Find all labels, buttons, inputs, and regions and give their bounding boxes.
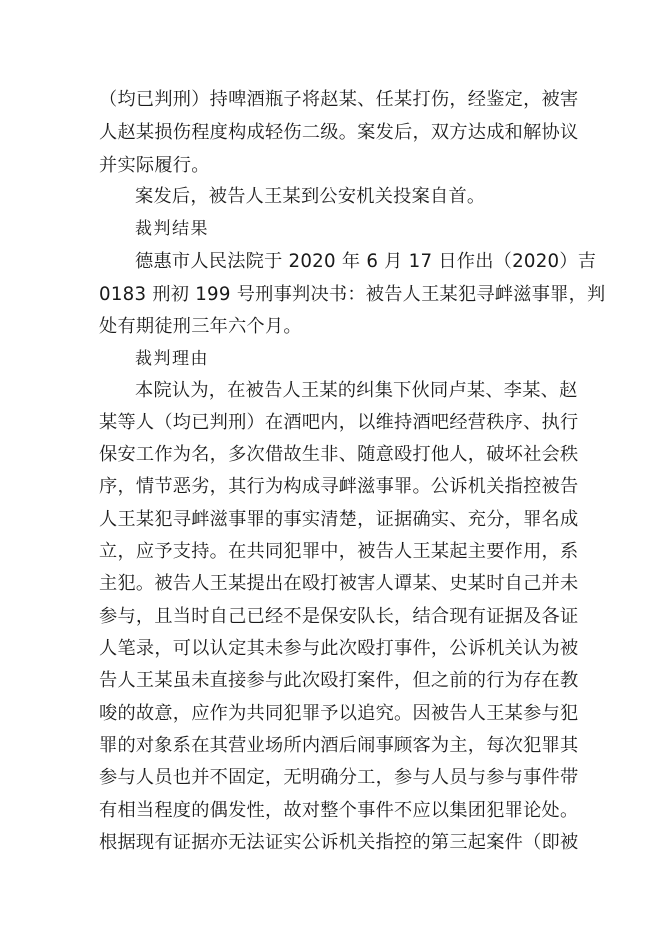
paragraph-line: 某等人（均已判刑）在酒吧内，以维持酒吧经营秩序、执行: [99, 412, 579, 433]
paragraph-line: 德惠市人民法院于 2020 年 6 月 17 日作出（2020）吉: [135, 251, 597, 272]
paragraph-line: 处有期徒刑三年六个月。: [99, 316, 302, 337]
paragraph-line: 序，情节恶劣，其行为构成寻衅滋事罪。公诉机关指控被告: [99, 476, 579, 497]
paragraph-line: 主犯。被告人王某提出在殴打被害人谭某、史某时自己并未: [99, 573, 579, 594]
paragraph-line: 有相当程度的偶发性，故对整个事件不应以集团犯罪论处。: [99, 800, 579, 821]
paragraph-line: 人赵某损伤程度构成轻伤二级。案发后，双方达成和解协议: [99, 122, 579, 143]
paragraph-line: 参与人员也并不固定，无明确分工，参与人员与参与事件带: [99, 767, 579, 788]
section-heading-reasoning: 裁判理由: [135, 349, 209, 369]
paragraph-line: 并实际履行。: [99, 155, 210, 176]
paragraph-line: 保安工作为名，多次借故生非、随意殴打他人，破坏社会秩: [99, 444, 579, 465]
paragraph-line: 0183 刑初 199 号刑事判决书：被告人王某犯寻衅滋事罪，判: [99, 284, 606, 305]
paragraph-line: 唆的故意，应作为共同犯罪予以追究。因被告人王某参与犯: [99, 703, 579, 724]
paragraph-line: 人笔录，可以认定其未参与此次殴打事件，公诉机关认为被: [99, 638, 579, 659]
section-heading-verdict: 裁判结果: [135, 219, 209, 239]
paragraph-line: 告人王某虽未直接参与此次殴打案件，但之前的行为存在教: [99, 670, 579, 691]
paragraph-line: 参与，且当时自己已经不是保安队长，结合现有证据及各证: [99, 606, 579, 627]
paragraph-line: 案发后，被告人王某到公安机关投案自首。: [135, 186, 486, 207]
paragraph-line: （均已判刑）持啤酒瓶子将赵某、任某打伤，经鉴定，被害: [99, 89, 579, 110]
paragraph-line: 人王某犯寻衅滋事罪的事实清楚，证据确实、充分，罪名成: [99, 509, 579, 530]
paragraph-line: 立，应予支持。在共同犯罪中，被告人王某起主要作用，系: [99, 541, 579, 562]
paragraph-line: 本院认为，在被告人王某的纠集下伙同卢某、李某、赵: [135, 380, 578, 401]
paragraph-line: 罪的对象系在其营业场所内酒后闹事顾客为主，每次犯罪其: [99, 735, 579, 756]
paragraph-line: 根据现有证据亦无法证实公诉机关指控的第三起案件（即被: [99, 832, 579, 853]
